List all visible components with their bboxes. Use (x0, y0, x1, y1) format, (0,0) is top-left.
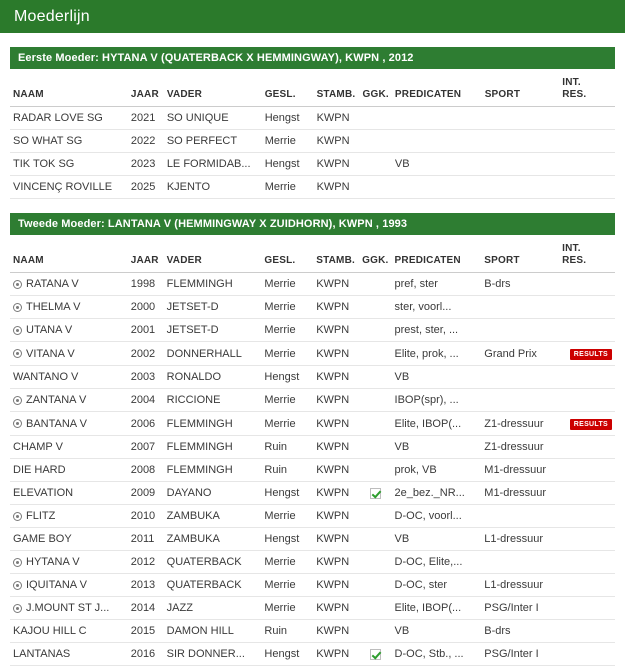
horse-name: BANTANA V (26, 417, 87, 430)
name-cell (13, 418, 125, 430)
cell-jaar: 2006 (128, 412, 164, 436)
cell-gesl: Merrie (261, 319, 313, 342)
column-header-int-res-line1: INT. (562, 243, 581, 254)
cell-naam[interactable] (10, 366, 128, 389)
column-header-naam: NAAM (10, 69, 128, 107)
cell-sport: Grand Prix (481, 342, 559, 366)
cell-gesl: Ruin (261, 436, 313, 459)
cell-gesl: Merrie (262, 176, 314, 199)
cell-ggk (359, 366, 391, 389)
cell-predicaten (392, 107, 482, 130)
table-row[interactable] (10, 319, 615, 342)
cell-sport (482, 107, 560, 130)
column-header-predicaten: PREDICATEN (392, 69, 482, 107)
horse-name: SO WHAT SG (13, 135, 83, 147)
table-row[interactable] (10, 296, 615, 319)
cell-gesl: Merrie (262, 130, 314, 153)
cell-stamb: KWPN (313, 643, 359, 666)
cell-jaar: 2014 (128, 597, 164, 620)
cell-sport: Z1-dressuur (481, 436, 559, 459)
horse-name: THELMA V (26, 301, 81, 313)
cell-ggk (360, 107, 392, 130)
horse-name: WANTANO V (13, 371, 79, 383)
cell-int-res (559, 319, 615, 342)
cell-vader: SO UNIQUE (164, 107, 262, 130)
cell-sport: L1-dressuur (481, 528, 559, 551)
horse-name: J.MOUNT ST J... (26, 602, 110, 614)
cell-sport (481, 319, 559, 342)
cell-ggk (359, 620, 391, 643)
horse-name: DIE HARD (13, 464, 66, 476)
cell-ggk (360, 176, 392, 199)
camera-icon[interactable] (13, 326, 22, 335)
horse-name: KAJOU HILL C (13, 625, 87, 637)
cell-sport: M1-dressuur (481, 482, 559, 505)
table-row[interactable] (10, 273, 615, 296)
table-row[interactable] (10, 436, 615, 459)
table-body-tweede-moeder (10, 273, 615, 666)
cell-ggk (359, 459, 391, 482)
cell-naam[interactable] (10, 459, 128, 482)
column-header-vader: VADER (164, 69, 262, 107)
table-row[interactable] (10, 153, 615, 176)
cell-predicaten: VB (392, 528, 482, 551)
cell-jaar: 2009 (128, 482, 164, 505)
name-cell (13, 112, 125, 124)
column-header-int-res (559, 69, 615, 107)
cell-gesl: Hengst (261, 643, 313, 666)
cell-predicaten: VB (392, 620, 482, 643)
check-icon (370, 649, 381, 660)
cell-int-res (559, 643, 615, 666)
cell-jaar: 2001 (128, 319, 164, 342)
cell-jaar: 2015 (128, 620, 164, 643)
cell-gesl: Merrie (261, 574, 313, 597)
name-cell (13, 579, 125, 591)
table-row[interactable] (10, 551, 615, 574)
cell-sport (482, 130, 560, 153)
cell-gesl: Merrie (261, 273, 313, 296)
cell-sport: Z1-dressuur (481, 412, 559, 436)
table-header-row (10, 69, 615, 107)
horse-name: RATANA V (26, 278, 79, 290)
camera-icon[interactable] (13, 396, 22, 405)
cell-ggk (360, 153, 392, 176)
cell-int-res (559, 153, 615, 176)
cell-stamb: KWPN (313, 366, 359, 389)
camera-icon[interactable] (13, 419, 22, 428)
horse-name: FLITZ (26, 510, 56, 522)
cell-int-res (559, 436, 615, 459)
cell-predicaten: D-OC, ster (392, 574, 482, 597)
camera-icon[interactable] (13, 558, 22, 567)
cell-naam[interactable] (10, 319, 128, 342)
cell-stamb: KWPN (314, 153, 360, 176)
cell-ggk (359, 551, 391, 574)
name-cell (13, 464, 125, 476)
content-area (0, 47, 625, 666)
page-title: Moederlijn (14, 7, 90, 25)
cell-stamb: KWPN (313, 342, 359, 366)
cell-sport: L1-dressuur (481, 574, 559, 597)
name-cell (13, 371, 125, 383)
cell-int-res (559, 528, 615, 551)
camera-icon[interactable] (13, 303, 22, 312)
cell-predicaten: VB (392, 366, 482, 389)
table-row[interactable] (10, 482, 615, 505)
section-header-eerste-moeder: Eerste Moeder: HYTANA V (QUATERBACK X HEMMINGWAY), KWPN , 2012 (10, 47, 615, 69)
cell-naam[interactable] (10, 551, 128, 574)
table-row[interactable] (10, 130, 615, 153)
cell-gesl: Merrie (261, 342, 313, 366)
cell-predicaten: D-OC, voorl... (392, 505, 482, 528)
table-row[interactable] (10, 597, 615, 620)
cell-naam[interactable] (10, 107, 128, 130)
table-row[interactable] (10, 107, 615, 130)
cell-predicaten: 2e_bez._NR... (392, 482, 482, 505)
window-titlebar (0, 0, 625, 33)
column-header-jaar: JAAR (128, 69, 164, 107)
cell-naam[interactable] (10, 342, 128, 366)
cell-gesl: Hengst (262, 107, 314, 130)
cell-stamb: KWPN (313, 389, 359, 412)
cell-ggk (359, 389, 391, 412)
cell-naam[interactable] (10, 273, 128, 296)
cell-vader: RICCIONE (164, 389, 262, 412)
name-cell (13, 487, 125, 499)
pedigree-table-tweede-moeder (10, 235, 615, 666)
cell-naam[interactable] (10, 643, 128, 666)
cell-naam[interactable] (10, 412, 128, 436)
cell-stamb: KWPN (313, 482, 359, 505)
column-header-naam: NAAM (10, 235, 128, 273)
name-cell (13, 556, 125, 568)
cell-vader: QUATERBACK (164, 551, 262, 574)
cell-sport (481, 389, 559, 412)
section-header-tweede-moeder: Tweede Moeder: LANTANA V (HEMMINGWAY X ZUIDHORN), KWPN , 1993 (10, 213, 615, 235)
camera-icon[interactable] (13, 280, 22, 289)
cell-ggk (359, 597, 391, 620)
cell-int-res (559, 597, 615, 620)
cell-jaar: 2016 (128, 643, 164, 666)
cell-jaar: 2010 (128, 505, 164, 528)
horse-name: TIK TOK SG (13, 158, 75, 170)
cell-vader: ZAMBUKA (164, 505, 262, 528)
cell-stamb: KWPN (313, 296, 359, 319)
cell-ggk (359, 342, 391, 366)
cell-gesl: Merrie (261, 551, 313, 574)
pedigree-table-eerste-moeder (10, 69, 615, 199)
cell-stamb: KWPN (313, 597, 359, 620)
cell-int-res (559, 296, 615, 319)
horse-name: CHAMP V (13, 441, 63, 453)
column-header-stamb: STAMB. (314, 69, 360, 107)
cell-int-res (559, 176, 615, 199)
cell-jaar: 2021 (128, 107, 164, 130)
column-header-int-res-line2: RES. (562, 88, 587, 100)
horse-name: VINCENÇ ROVILLE (13, 181, 113, 193)
name-cell (13, 648, 125, 660)
cell-naam[interactable] (10, 296, 128, 319)
cell-int-res (559, 505, 615, 528)
cell-jaar: 2025 (128, 176, 164, 199)
cell-gesl: Merrie (261, 505, 313, 528)
table-row[interactable] (10, 574, 615, 597)
cell-int-res (559, 107, 615, 130)
name-cell (13, 158, 125, 170)
horse-name: HYTANA V (26, 556, 80, 568)
name-cell (13, 278, 125, 290)
cell-sport (481, 366, 559, 389)
column-header-ggk: GGK. (360, 69, 392, 107)
horse-name: RADAR LOVE SG (13, 112, 103, 124)
cell-int-res (559, 342, 615, 366)
cell-vader: JETSET-D (164, 319, 262, 342)
cell-stamb: KWPN (313, 574, 359, 597)
cell-predicaten: D-OC, Elite,... (392, 551, 482, 574)
cell-gesl: Hengst (262, 153, 314, 176)
cell-stamb: KWPN (313, 319, 359, 342)
horse-name: UTANA V (26, 324, 73, 336)
cell-ggk (359, 319, 391, 342)
cell-predicaten: Elite, IBOP(... (392, 597, 482, 620)
cell-int-res (559, 273, 615, 296)
horse-name: IQUITANA V (26, 579, 87, 591)
table-row[interactable] (10, 389, 615, 412)
cell-int-res (559, 389, 615, 412)
column-header-int-res-line2: RES. (562, 254, 587, 266)
cell-naam[interactable] (10, 436, 128, 459)
cell-gesl: Hengst (261, 366, 313, 389)
cell-vader: FLEMMINGH (164, 273, 262, 296)
cell-naam[interactable] (10, 153, 128, 176)
table-row[interactable] (10, 412, 615, 436)
check-icon (370, 488, 381, 499)
cell-ggk (359, 436, 391, 459)
cell-predicaten: D-OC, Stb., ... (392, 643, 482, 666)
cell-naam[interactable] (10, 389, 128, 412)
column-header-vader: VADER (164, 235, 262, 273)
cell-predicaten: prest, ster, ... (392, 319, 482, 342)
cell-vader: DAYANO (164, 482, 262, 505)
cell-naam[interactable] (10, 574, 128, 597)
cell-gesl: Hengst (261, 528, 313, 551)
cell-vader: FLEMMINGH (164, 459, 262, 482)
cell-jaar: 2004 (128, 389, 164, 412)
cell-gesl: Ruin (261, 459, 313, 482)
cell-naam[interactable] (10, 130, 128, 153)
name-cell (13, 324, 125, 336)
column-header-sport: SPORT (481, 235, 559, 273)
cell-stamb: KWPN (313, 436, 359, 459)
cell-gesl: Merrie (261, 389, 313, 412)
cell-vader: DONNERHALL (164, 342, 262, 366)
cell-naam[interactable] (10, 528, 128, 551)
camera-icon[interactable] (13, 581, 22, 590)
horse-name: LANTANAS (13, 648, 71, 660)
cell-gesl: Ruin (261, 620, 313, 643)
cell-predicaten: pref, ster (392, 273, 482, 296)
cell-stamb: KWPN (314, 176, 360, 199)
name-cell (13, 533, 125, 545)
cell-int-res (559, 459, 615, 482)
table-row[interactable] (10, 643, 615, 666)
horse-name: ELEVATION (13, 487, 74, 499)
name-cell (13, 181, 125, 193)
table-row[interactable] (10, 459, 615, 482)
results-badge[interactable]: RESULTS (570, 349, 612, 360)
cell-ggk (359, 296, 391, 319)
cell-predicaten: Elite, IBOP(... (392, 412, 482, 436)
cell-ggk (359, 643, 391, 666)
table-row[interactable] (10, 366, 615, 389)
cell-jaar: 2000 (128, 296, 164, 319)
results-badge[interactable]: RESULTS (570, 419, 612, 430)
name-cell (13, 348, 125, 360)
cell-vader: JETSET-D (164, 296, 262, 319)
cell-jaar: 2023 (128, 153, 164, 176)
cell-jaar: 2007 (128, 436, 164, 459)
cell-jaar: 2013 (128, 574, 164, 597)
cell-predicaten: prok, VB (392, 459, 482, 482)
name-cell (13, 135, 125, 147)
cell-int-res (559, 482, 615, 505)
cell-int-res (559, 366, 615, 389)
name-cell (13, 602, 125, 614)
cell-vader: DAMON HILL (164, 620, 262, 643)
cell-int-res (559, 620, 615, 643)
name-cell (13, 510, 125, 522)
cell-sport: PSG/Inter I (481, 643, 559, 666)
column-header-ggk: GGK. (359, 235, 391, 273)
table-header-row (10, 235, 615, 273)
cell-stamb: KWPN (313, 620, 359, 643)
cell-vader: JAZZ (164, 597, 262, 620)
cell-sport: PSG/Inter I (481, 597, 559, 620)
cell-sport (481, 296, 559, 319)
cell-ggk (359, 482, 391, 505)
camera-icon[interactable] (13, 349, 22, 358)
cell-vader: FLEMMINGH (164, 412, 262, 436)
camera-icon[interactable] (13, 604, 22, 613)
cell-sport: B-drs (481, 273, 559, 296)
cell-predicaten (392, 130, 482, 153)
cell-gesl: Merrie (261, 296, 313, 319)
name-cell (13, 625, 125, 637)
cell-vader: ZAMBUKA (164, 528, 262, 551)
column-header-gesl: GESL. (261, 235, 313, 273)
cell-vader: LE FORMIDAB... (164, 153, 262, 176)
column-header-gesl: GESL. (262, 69, 314, 107)
cell-stamb: KWPN (313, 273, 359, 296)
column-header-stamb: STAMB. (313, 235, 359, 273)
cell-predicaten: IBOP(spr), ... (392, 389, 482, 412)
cell-vader: RONALDO (164, 366, 262, 389)
name-cell (13, 441, 125, 453)
cell-vader: QUATERBACK (164, 574, 262, 597)
cell-predicaten: VB (392, 153, 482, 176)
table-row[interactable] (10, 176, 615, 199)
cell-naam[interactable] (10, 620, 128, 643)
cell-sport (481, 551, 559, 574)
cell-stamb: KWPN (314, 130, 360, 153)
horse-name: GAME BOY (13, 533, 72, 545)
horse-name: VITANA V (26, 347, 75, 360)
cell-sport (481, 505, 559, 528)
table-row[interactable] (10, 342, 615, 366)
cell-stamb: KWPN (314, 107, 360, 130)
cell-ggk (359, 412, 391, 436)
cell-int-res (559, 412, 615, 436)
cell-gesl: Merrie (261, 412, 313, 436)
cell-stamb: KWPN (313, 528, 359, 551)
camera-icon[interactable] (13, 512, 22, 521)
cell-jaar: 2003 (128, 366, 164, 389)
column-header-int-res (559, 235, 615, 273)
cell-gesl: Hengst (261, 482, 313, 505)
cell-jaar: 2002 (128, 342, 164, 366)
cell-jaar: 2022 (128, 130, 164, 153)
name-cell (13, 301, 125, 313)
cell-stamb: KWPN (313, 459, 359, 482)
cell-int-res (559, 130, 615, 153)
cell-vader: FLEMMINGH (164, 436, 262, 459)
cell-naam[interactable] (10, 505, 128, 528)
cell-stamb: KWPN (313, 412, 359, 436)
cell-sport: B-drs (481, 620, 559, 643)
horse-name: ZANTANA V (26, 394, 87, 406)
cell-predicaten (392, 176, 482, 199)
table-row[interactable] (10, 528, 615, 551)
cell-int-res (559, 551, 615, 574)
cell-ggk (359, 505, 391, 528)
column-header-int-res-line1: INT. (562, 77, 581, 88)
cell-jaar: 2011 (128, 528, 164, 551)
cell-naam[interactable] (10, 482, 128, 505)
cell-stamb: KWPN (313, 551, 359, 574)
cell-predicaten: Elite, prok, ... (392, 342, 482, 366)
cell-sport: M1-dressuur (481, 459, 559, 482)
cell-vader: SO PERFECT (164, 130, 262, 153)
name-cell (13, 394, 125, 406)
cell-ggk (359, 574, 391, 597)
cell-ggk (360, 130, 392, 153)
cell-predicaten: ster, voorl... (392, 296, 482, 319)
cell-jaar: 1998 (128, 273, 164, 296)
table-row[interactable] (10, 505, 615, 528)
column-header-predicaten: PREDICATEN (392, 235, 482, 273)
cell-sport (482, 153, 560, 176)
cell-jaar: 2012 (128, 551, 164, 574)
cell-int-res (559, 574, 615, 597)
cell-ggk (359, 273, 391, 296)
cell-naam[interactable] (10, 176, 128, 199)
column-header-sport: SPORT (482, 69, 560, 107)
cell-stamb: KWPN (313, 505, 359, 528)
cell-vader: KJENTO (164, 176, 262, 199)
cell-sport (482, 176, 560, 199)
cell-predicaten: VB (392, 436, 482, 459)
cell-gesl: Merrie (261, 597, 313, 620)
table-body-eerste-moeder (10, 107, 615, 199)
cell-vader: SIR DONNER... (164, 643, 262, 666)
column-header-jaar: JAAR (128, 235, 164, 273)
cell-jaar: 2008 (128, 459, 164, 482)
table-row[interactable] (10, 620, 615, 643)
cell-naam[interactable] (10, 597, 128, 620)
cell-ggk (359, 528, 391, 551)
